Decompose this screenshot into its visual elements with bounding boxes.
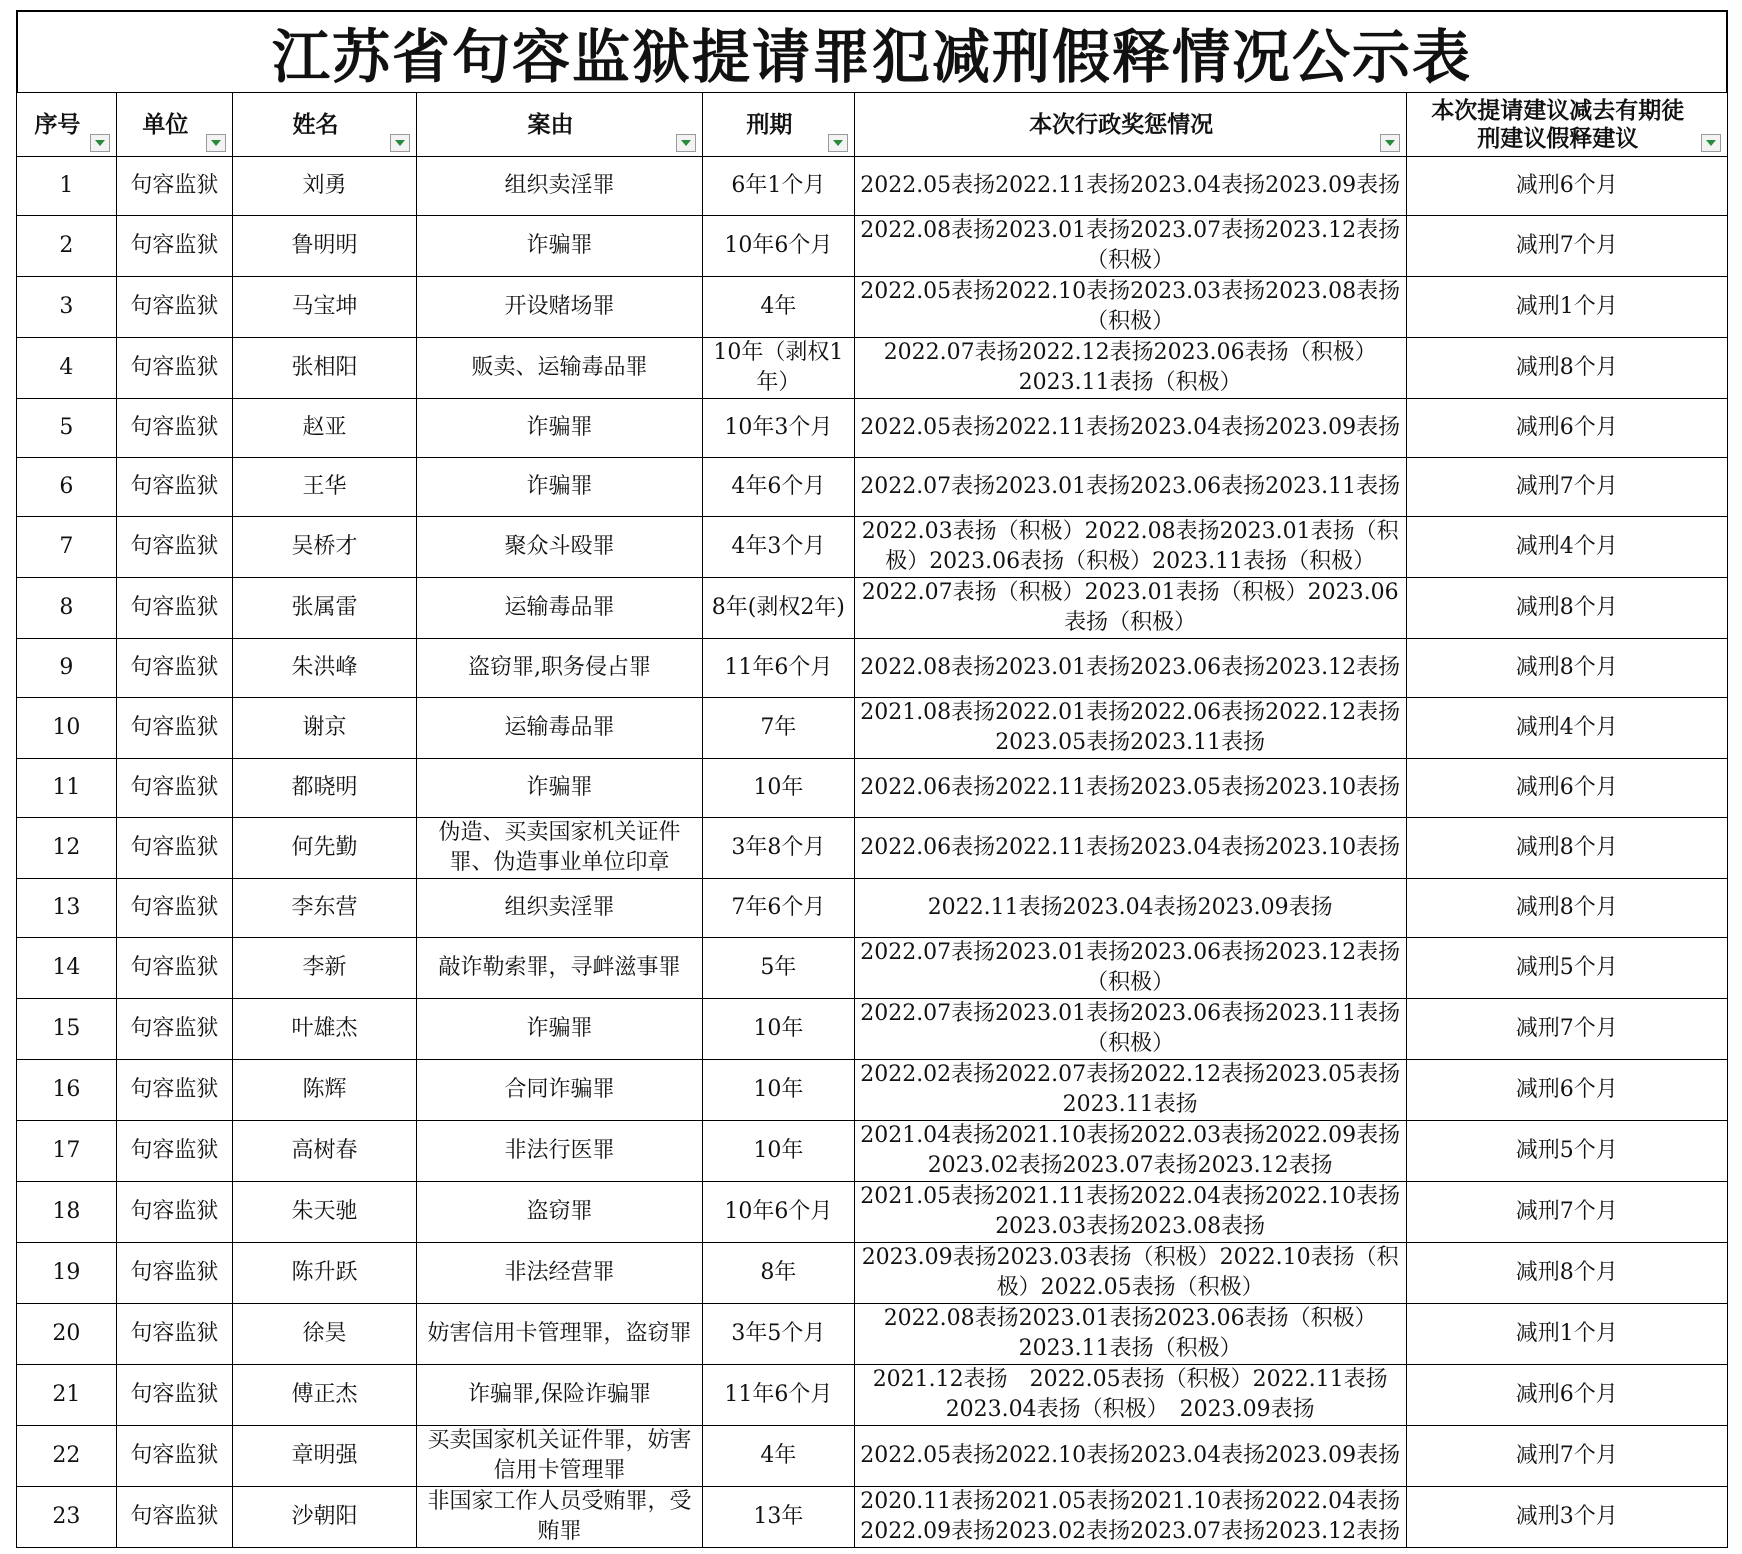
header-label-awards: 本次行政奖惩情况 <box>1029 111 1214 138</box>
cell-case[interactable]: 组织卖淫罪 <box>417 157 703 216</box>
filter-dropdown-icon[interactable] <box>828 134 848 152</box>
table-row <box>17 1121 1728 1182</box>
cell-case[interactable]: 贩卖、运输毒品罪 <box>417 338 703 399</box>
cell-suggest[interactable]: 减刑7个月 <box>1406 458 1727 517</box>
cell-suggest[interactable]: 减刑4个月 <box>1406 517 1727 578</box>
header-cell <box>116 93 232 157</box>
cell-case[interactable]: 诈骗罪 <box>417 759 703 818</box>
cell-unit[interactable]: 句容监狱 <box>116 578 232 639</box>
cell-unit[interactable]: 句容监狱 <box>116 698 232 759</box>
cell-no[interactable]: 14 <box>17 938 117 999</box>
table-body <box>17 157 1728 1548</box>
cell-suggest[interactable]: 减刑5个月 <box>1406 1121 1727 1182</box>
cell-no[interactable]: 19 <box>17 1243 117 1304</box>
cell-case[interactable]: 诈骗罪 <box>417 399 703 458</box>
cell-no[interactable]: 15 <box>17 999 117 1060</box>
table-row <box>17 999 1728 1060</box>
cell-term[interactable]: 10年 <box>702 1121 854 1182</box>
cell-unit[interactable]: 句容监狱 <box>116 1182 232 1243</box>
filter-dropdown-icon[interactable] <box>676 134 696 152</box>
cell-awards[interactable]: 2022.07表扬2022.12表扬2023.06表扬（积极）2023.11表扬（积极） <box>854 338 1406 399</box>
cell-unit[interactable]: 句容监狱 <box>116 879 232 938</box>
cell-suggest[interactable]: 减刑4个月 <box>1406 698 1727 759</box>
cell-unit[interactable]: 句容监狱 <box>116 1243 232 1304</box>
cell-name[interactable]: 傅正杰 <box>233 1365 417 1426</box>
cell-suggest[interactable]: 减刑8个月 <box>1406 578 1727 639</box>
cell-unit[interactable]: 句容监狱 <box>116 999 232 1060</box>
cell-case[interactable]: 非法经营罪 <box>417 1243 703 1304</box>
cell-awards[interactable]: 2021.05表扬2021.11表扬2022.04表扬2022.10表扬2023.03表扬2023.08表扬 <box>854 1182 1406 1243</box>
cell-suggest[interactable]: 减刑1个月 <box>1406 277 1727 338</box>
cell-unit[interactable]: 句容监狱 <box>116 277 232 338</box>
header-row <box>17 93 1728 157</box>
cell-suggest[interactable]: 减刑6个月 <box>1406 759 1727 818</box>
filter-dropdown-icon[interactable] <box>390 134 410 152</box>
cell-suggest[interactable]: 减刑6个月 <box>1406 157 1727 216</box>
cell-unit[interactable]: 句容监狱 <box>116 1487 232 1548</box>
cell-term[interactable]: 10年（剥权1年） <box>702 338 854 399</box>
table-row <box>17 1304 1728 1365</box>
cell-term[interactable]: 5年 <box>702 938 854 999</box>
cell-no[interactable]: 13 <box>17 879 117 938</box>
cell-no[interactable]: 9 <box>17 639 117 698</box>
table-row <box>17 639 1728 698</box>
table-row <box>17 938 1728 999</box>
header-cell <box>702 93 854 157</box>
cell-term[interactable]: 10年6个月 <box>702 1182 854 1243</box>
cell-suggest[interactable]: 减刑6个月 <box>1406 399 1727 458</box>
cell-name[interactable]: 徐昊 <box>233 1304 417 1365</box>
cell-unit[interactable]: 句容监狱 <box>116 157 232 216</box>
filter-dropdown-icon[interactable] <box>206 134 226 152</box>
cell-name[interactable]: 高树春 <box>233 1121 417 1182</box>
cell-case[interactable]: 非国家工作人员受贿罪，受贿罪 <box>417 1487 703 1548</box>
cell-awards[interactable]: 2022.05表扬2022.10表扬2023.04表扬2023.09表扬 <box>854 1426 1406 1487</box>
header-cell <box>233 93 417 157</box>
data-table <box>16 92 1728 1548</box>
cell-no[interactable]: 12 <box>17 818 117 879</box>
cell-suggest[interactable]: 减刑5个月 <box>1406 938 1727 999</box>
cell-name[interactable]: 吴桥才 <box>233 517 417 578</box>
cell-no[interactable]: 20 <box>17 1304 117 1365</box>
filter-dropdown-icon[interactable] <box>1380 134 1400 152</box>
table-row <box>17 879 1728 938</box>
header-cell <box>417 93 703 157</box>
cell-awards[interactable]: 2022.05表扬2022.11表扬2023.04表扬2023.09表扬 <box>854 399 1406 458</box>
cell-unit[interactable]: 句容监狱 <box>116 639 232 698</box>
cell-suggest[interactable]: 减刑7个月 <box>1406 999 1727 1060</box>
cell-term[interactable]: 10年 <box>702 759 854 818</box>
cell-suggest[interactable]: 减刑7个月 <box>1406 1426 1727 1487</box>
cell-term[interactable]: 4年 <box>702 1426 854 1487</box>
cell-name[interactable]: 李新 <box>233 938 417 999</box>
cell-term[interactable]: 10年 <box>702 999 854 1060</box>
cell-unit[interactable]: 句容监狱 <box>116 759 232 818</box>
header-cell <box>854 93 1406 157</box>
cell-term[interactable]: 10年3个月 <box>702 399 854 458</box>
cell-case[interactable]: 妨害信用卡管理罪，盗窃罪 <box>417 1304 703 1365</box>
cell-term[interactable]: 10年6个月 <box>702 216 854 277</box>
cell-no[interactable]: 5 <box>17 399 117 458</box>
cell-suggest[interactable]: 减刑8个月 <box>1406 338 1727 399</box>
cell-no[interactable]: 8 <box>17 578 117 639</box>
cell-name[interactable]: 张相阳 <box>233 338 417 399</box>
table-row <box>17 818 1728 879</box>
cell-term[interactable]: 11年6个月 <box>702 639 854 698</box>
cell-case[interactable]: 诈骗罪 <box>417 216 703 277</box>
cell-suggest[interactable]: 减刑6个月 <box>1406 1365 1727 1426</box>
cell-term[interactable]: 8年(剥权2年) <box>702 578 854 639</box>
cell-name[interactable]: 谢京 <box>233 698 417 759</box>
cell-unit[interactable]: 句容监狱 <box>116 216 232 277</box>
header-label-suggest <box>1411 97 1723 153</box>
header-label-no: 序号 <box>34 111 81 138</box>
cell-suggest[interactable]: 减刑8个月 <box>1406 879 1727 938</box>
cell-case[interactable]: 敲诈勒索罪，寻衅滋事罪 <box>417 938 703 999</box>
header-cell <box>1406 93 1727 157</box>
cell-name[interactable]: 陈升跃 <box>233 1243 417 1304</box>
cell-term[interactable]: 10年 <box>702 1060 854 1121</box>
cell-suggest[interactable]: 减刑8个月 <box>1406 1243 1727 1304</box>
cell-unit[interactable]: 句容监狱 <box>116 818 232 879</box>
cell-case[interactable]: 组织卖淫罪 <box>417 879 703 938</box>
cell-name[interactable]: 何先勤 <box>233 818 417 879</box>
cell-suggest[interactable]: 减刑7个月 <box>1406 216 1727 277</box>
cell-case[interactable]: 诈骗罪 <box>417 458 703 517</box>
cell-term[interactable]: 4年6个月 <box>702 458 854 517</box>
cell-awards[interactable]: 2022.08表扬2023.01表扬2023.07表扬2023.12表扬（积极） <box>854 216 1406 277</box>
cell-term[interactable]: 13年 <box>702 1487 854 1548</box>
cell-name[interactable]: 陈辉 <box>233 1060 417 1121</box>
table-row <box>17 1365 1728 1426</box>
cell-name[interactable]: 李东营 <box>233 879 417 938</box>
cell-case[interactable]: 诈骗罪 <box>417 999 703 1060</box>
spreadsheet <box>16 10 1728 1548</box>
cell-awards[interactable]: 2020.11表扬2021.05表扬2021.10表扬2022.04表扬2022.09表扬2023.02表扬2023.07表扬2023.12表扬 <box>854 1487 1406 1548</box>
cell-awards[interactable]: 2022.05表扬2022.10表扬2023.03表扬2023.08表扬（积极） <box>854 277 1406 338</box>
cell-term[interactable]: 8年 <box>702 1243 854 1304</box>
header-label-case: 案由 <box>527 111 574 138</box>
table-row <box>17 578 1728 639</box>
cell-case[interactable]: 聚众斗殴罪 <box>417 517 703 578</box>
cell-awards[interactable]: 2022.02表扬2022.07表扬2022.12表扬2023.05表扬2023.11表扬 <box>854 1060 1406 1121</box>
header-cell <box>17 93 117 157</box>
cell-term[interactable]: 7年 <box>702 698 854 759</box>
cell-awards[interactable]: 2022.07表扬（积极）2023.01表扬（积极）2023.06表扬（积极） <box>854 578 1406 639</box>
table-row <box>17 216 1728 277</box>
cell-case[interactable]: 盗窃罪,职务侵占罪 <box>417 639 703 698</box>
cell-awards[interactable]: 2021.12表扬 2022.05表扬（积极）2022.11表扬 2023.04表扬（积极） 2023.09表扬 <box>854 1365 1406 1426</box>
cell-awards[interactable]: 2022.06表扬2022.11表扬2023.05表扬2023.10表扬 <box>854 759 1406 818</box>
cell-awards[interactable]: 2021.08表扬2022.01表扬2022.06表扬2022.12表扬2023.05表扬2023.11表扬 <box>854 698 1406 759</box>
cell-no[interactable]: 22 <box>17 1426 117 1487</box>
cell-unit[interactable]: 句容监狱 <box>116 517 232 578</box>
cell-case[interactable]: 非法行医罪 <box>417 1121 703 1182</box>
cell-case[interactable]: 买卖国家机关证件罪，妨害信用卡管理罪 <box>417 1426 703 1487</box>
table-row <box>17 759 1728 818</box>
cell-unit[interactable]: 句容监狱 <box>116 399 232 458</box>
cell-suggest[interactable]: 减刑6个月 <box>1406 1060 1727 1121</box>
cell-no[interactable]: 16 <box>17 1060 117 1121</box>
table-row <box>17 1426 1728 1487</box>
cell-awards[interactable]: 2022.07表扬2023.01表扬2023.06表扬2023.11表扬 <box>854 458 1406 517</box>
cell-term[interactable]: 6年1个月 <box>702 157 854 216</box>
table-row <box>17 1487 1728 1548</box>
cell-awards[interactable]: 2022.07表扬2023.01表扬2023.06表扬2023.12表扬（积极） <box>854 938 1406 999</box>
table-row <box>17 1243 1728 1304</box>
header-label-name: 姓名 <box>292 111 339 138</box>
cell-no[interactable]: 4 <box>17 338 117 399</box>
cell-case[interactable]: 运输毒品罪 <box>417 698 703 759</box>
cell-no[interactable]: 3 <box>17 277 117 338</box>
table-row <box>17 1060 1728 1121</box>
cell-name[interactable]: 赵亚 <box>233 399 417 458</box>
cell-name[interactable]: 鲁明明 <box>233 216 417 277</box>
table-row <box>17 399 1728 458</box>
cell-name[interactable]: 张属雷 <box>233 578 417 639</box>
cell-no[interactable]: 17 <box>17 1121 117 1182</box>
cell-case[interactable]: 开设赌场罪 <box>417 277 703 338</box>
cell-name[interactable]: 马宝坤 <box>233 277 417 338</box>
table-row <box>17 1182 1728 1243</box>
cell-awards[interactable]: 2022.03表扬（积极）2022.08表扬2023.01表扬（积极）2023.06表扬（积极）2023.11表扬（积极） <box>854 517 1406 578</box>
cell-unit[interactable]: 句容监狱 <box>116 338 232 399</box>
table-row <box>17 517 1728 578</box>
cell-no[interactable]: 11 <box>17 759 117 818</box>
cell-suggest[interactable]: 减刑7个月 <box>1406 1182 1727 1243</box>
cell-unit[interactable]: 句容监狱 <box>116 1121 232 1182</box>
cell-awards[interactable]: 2023.09表扬2023.03表扬（积极）2022.10表扬（积极）2022.05表扬（积极） <box>854 1243 1406 1304</box>
cell-awards[interactable]: 2022.05表扬2022.11表扬2023.04表扬2023.09表扬 <box>854 157 1406 216</box>
cell-suggest[interactable]: 减刑3个月 <box>1406 1487 1727 1548</box>
cell-term[interactable]: 11年6个月 <box>702 1365 854 1426</box>
cell-case[interactable]: 运输毒品罪 <box>417 578 703 639</box>
cell-awards[interactable]: 2022.11表扬2023.04表扬2023.09表扬 <box>854 879 1406 938</box>
header-label-unit: 单位 <box>142 111 189 138</box>
cell-case[interactable]: 诈骗罪,保险诈骗罪 <box>417 1365 703 1426</box>
cell-no[interactable]: 10 <box>17 698 117 759</box>
cell-case[interactable]: 盗窃罪 <box>417 1182 703 1243</box>
cell-name[interactable]: 沙朝阳 <box>233 1487 417 1548</box>
cell-unit[interactable]: 句容监狱 <box>116 1060 232 1121</box>
header-label-term: 刑期 <box>746 111 793 138</box>
cell-unit[interactable]: 句容监狱 <box>116 1365 232 1426</box>
cell-awards[interactable]: 2022.08表扬2023.01表扬2023.06表扬2023.12表扬 <box>854 639 1406 698</box>
cell-awards[interactable]: 2022.08表扬2023.01表扬2023.06表扬（积极）2023.11表扬（积极） <box>854 1304 1406 1365</box>
cell-name[interactable]: 王华 <box>233 458 417 517</box>
filter-dropdown-icon[interactable] <box>1701 134 1721 152</box>
header-label-suggest-line: 刑建议假释建议 <box>1477 125 1639 152</box>
table-row <box>17 458 1728 517</box>
cell-no[interactable]: 6 <box>17 458 117 517</box>
cell-case[interactable]: 伪造、买卖国家机关证件罪、伪造事业单位印章 <box>417 818 703 879</box>
header-label-suggest-line: 本次提请建议减去有期徒 <box>1431 97 1685 124</box>
cell-awards[interactable]: 2021.04表扬2021.10表扬2022.03表扬2022.09表扬2023.02表扬2023.07表扬2023.12表扬 <box>854 1121 1406 1182</box>
cell-no[interactable]: 21 <box>17 1365 117 1426</box>
cell-name[interactable]: 朱洪峰 <box>233 639 417 698</box>
cell-name[interactable]: 章明强 <box>233 1426 417 1487</box>
table-row <box>17 157 1728 216</box>
cell-name[interactable]: 朱天驰 <box>233 1182 417 1243</box>
filter-dropdown-icon[interactable] <box>90 134 110 152</box>
cell-unit[interactable]: 句容监狱 <box>116 938 232 999</box>
cell-no[interactable]: 23 <box>17 1487 117 1548</box>
cell-awards[interactable]: 2022.07表扬2023.01表扬2023.06表扬2023.11表扬（积极） <box>854 999 1406 1060</box>
cell-term[interactable]: 4年3个月 <box>702 517 854 578</box>
cell-name[interactable]: 叶雄杰 <box>233 999 417 1060</box>
cell-unit[interactable]: 句容监狱 <box>116 458 232 517</box>
cell-no[interactable]: 18 <box>17 1182 117 1243</box>
cell-awards[interactable]: 2022.06表扬2022.11表扬2023.04表扬2023.10表扬 <box>854 818 1406 879</box>
cell-suggest[interactable]: 减刑8个月 <box>1406 639 1727 698</box>
cell-name[interactable]: 都晓明 <box>233 759 417 818</box>
table-row <box>17 698 1728 759</box>
cell-no[interactable]: 7 <box>17 517 117 578</box>
cell-no[interactable]: 2 <box>17 216 117 277</box>
table-row <box>17 277 1728 338</box>
cell-name[interactable]: 刘勇 <box>233 157 417 216</box>
cell-unit[interactable]: 句容监狱 <box>116 1304 232 1365</box>
cell-suggest[interactable]: 减刑1个月 <box>1406 1304 1727 1365</box>
cell-term[interactable]: 7年6个月 <box>702 879 854 938</box>
cell-term[interactable]: 3年8个月 <box>702 818 854 879</box>
table-row <box>17 338 1728 399</box>
cell-case[interactable]: 合同诈骗罪 <box>417 1060 703 1121</box>
cell-term[interactable]: 4年 <box>702 277 854 338</box>
cell-no[interactable]: 1 <box>17 157 117 216</box>
cell-term[interactable]: 3年5个月 <box>702 1304 854 1365</box>
table-title: 江苏省句容监狱提请罪犯减刑假释情况公示表 <box>16 10 1728 92</box>
cell-unit[interactable]: 句容监狱 <box>116 1426 232 1487</box>
cell-suggest[interactable]: 减刑8个月 <box>1406 818 1727 879</box>
